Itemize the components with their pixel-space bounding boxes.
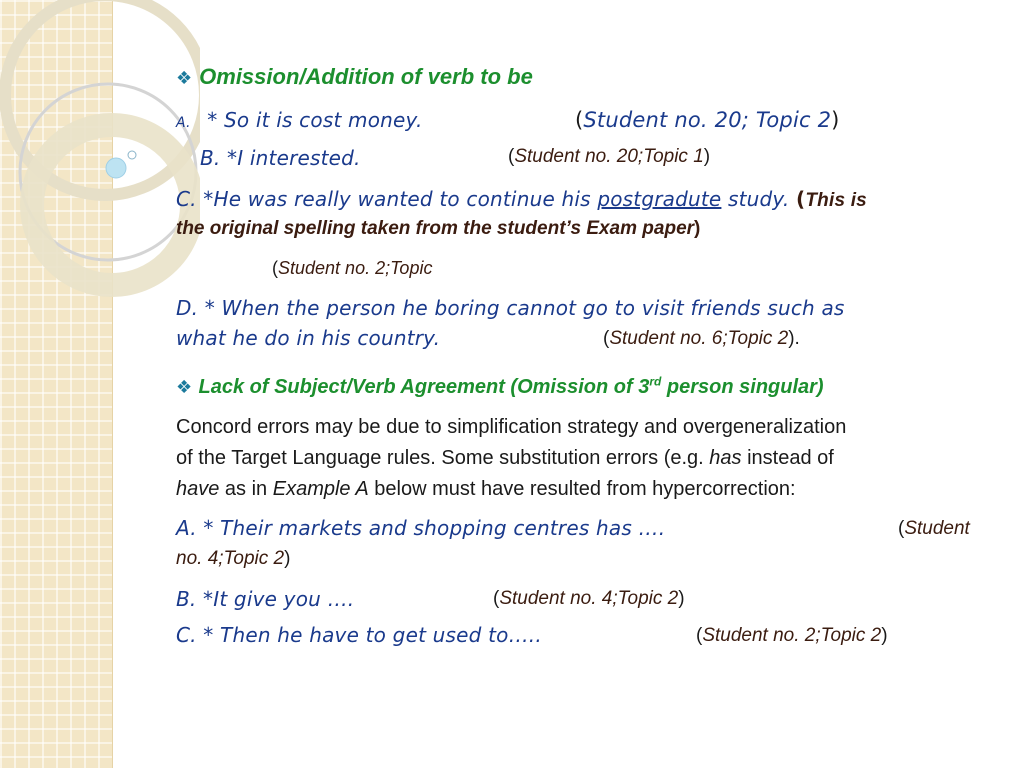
- heading-subject-verb-agreement: ❖ Lack of Subject/Verb Agreement (Omission of 3rd person singular): [176, 374, 824, 398]
- heading-verb-to-be: [176, 64, 533, 90]
- paragraph-line-2: of the Target Language rules. Some substitution errors (e.g. has instead of: [176, 447, 834, 469]
- paragraph-line-1: Concord errors may be due to simplification strategy and overgeneralization: [176, 416, 847, 438]
- example-a: [176, 108, 423, 132]
- agreement-example-b: B. *It give you ….: [176, 587, 355, 611]
- item-marker: A.: [176, 115, 191, 131]
- agreement-example-a-ref-cont: no. 4;Topic 2): [176, 548, 291, 569]
- example-b: B. *I interested.: [200, 146, 361, 170]
- example-a-ref: (Student no. 20; Topic 2): [575, 108, 840, 132]
- agreement-example-a: A. * Their markets and shopping centres has ….: [176, 516, 666, 540]
- example-d-line1: D. * When the person he boring cannot go to visit friends such as: [176, 296, 845, 320]
- example-c-note: the original spelling taken from the student’s Exam paper): [176, 218, 701, 239]
- diamond-bullet-icon: ❖: [176, 377, 193, 398]
- example-d-ref: (Student no. 6;Topic 2).: [603, 328, 800, 349]
- agreement-example-b-ref: (Student no. 4;Topic 2): [493, 588, 685, 609]
- misspelled-word: postgradute: [597, 187, 722, 211]
- example-c: C. *He was really wanted to continue his postgradute study. (This is: [176, 187, 867, 211]
- agreement-example-c: C. * Then he have to get used to…..: [176, 623, 542, 647]
- diamond-bullet-icon: ❖: [176, 68, 193, 89]
- example-b-ref: (Student no. 20;Topic 1): [508, 146, 711, 167]
- example-text: * So it is cost money.: [207, 108, 423, 132]
- heading-text: Omission/Addition of verb to be: [199, 64, 533, 89]
- agreement-example-a-ref: (Student: [898, 518, 970, 539]
- example-c-ref: (Student no. 2;Topic: [272, 258, 433, 278]
- example-d-line2: what he do in his country.: [176, 326, 441, 350]
- agreement-example-c-ref: (Student no. 2;Topic 2): [696, 625, 888, 646]
- paragraph-line-3: have as in Example A below must have resulted from hypercorrection:: [176, 478, 796, 500]
